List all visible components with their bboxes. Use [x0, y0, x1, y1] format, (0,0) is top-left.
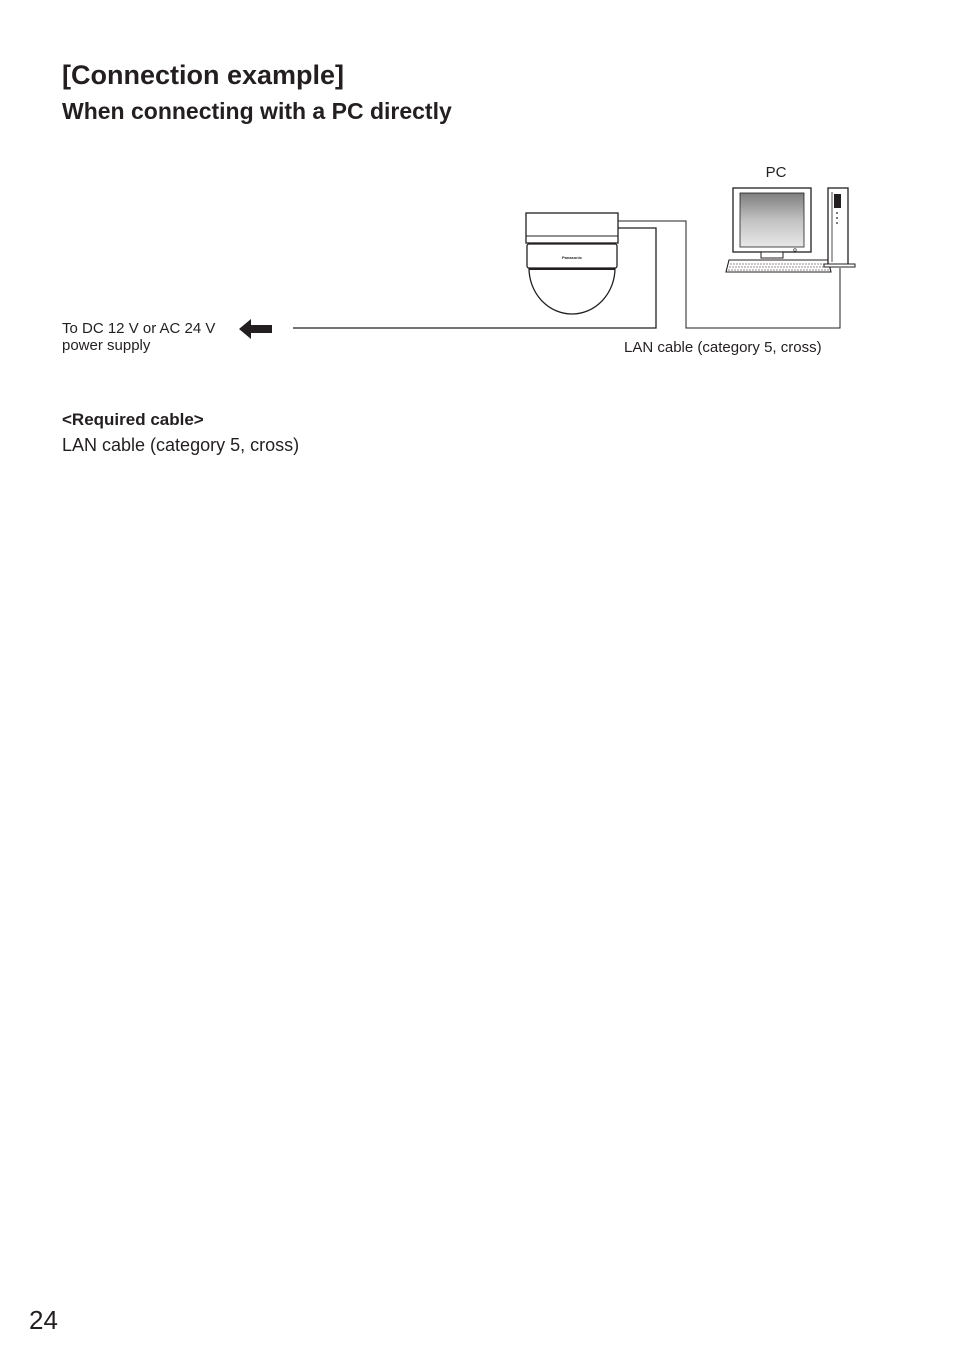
section-title: [Connection example]	[62, 60, 345, 90]
lan-cable-label: LAN cable (category 5, cross)	[624, 339, 822, 356]
power-arrow-icon	[239, 319, 272, 339]
pc-label: PC	[765, 164, 787, 181]
subsection-title: When connecting with a PC directly	[62, 98, 452, 124]
connection-diagram	[0, 0, 954, 400]
pc-tower-icon	[824, 188, 855, 267]
power-supply-label-line1: To DC 12 V or AC 24 V	[62, 320, 216, 337]
monitor-icon	[733, 188, 811, 258]
page-number: 24	[29, 1305, 58, 1335]
required-cable-heading: <Required cable>	[62, 410, 204, 429]
keyboard-icon	[726, 260, 831, 272]
dome-camera-icon	[526, 213, 618, 314]
power-supply-label-line2: power supply	[62, 337, 151, 354]
required-cable-text: LAN cable (category 5, cross)	[62, 435, 300, 455]
camera-brand-label: Panasonic	[561, 255, 583, 260]
